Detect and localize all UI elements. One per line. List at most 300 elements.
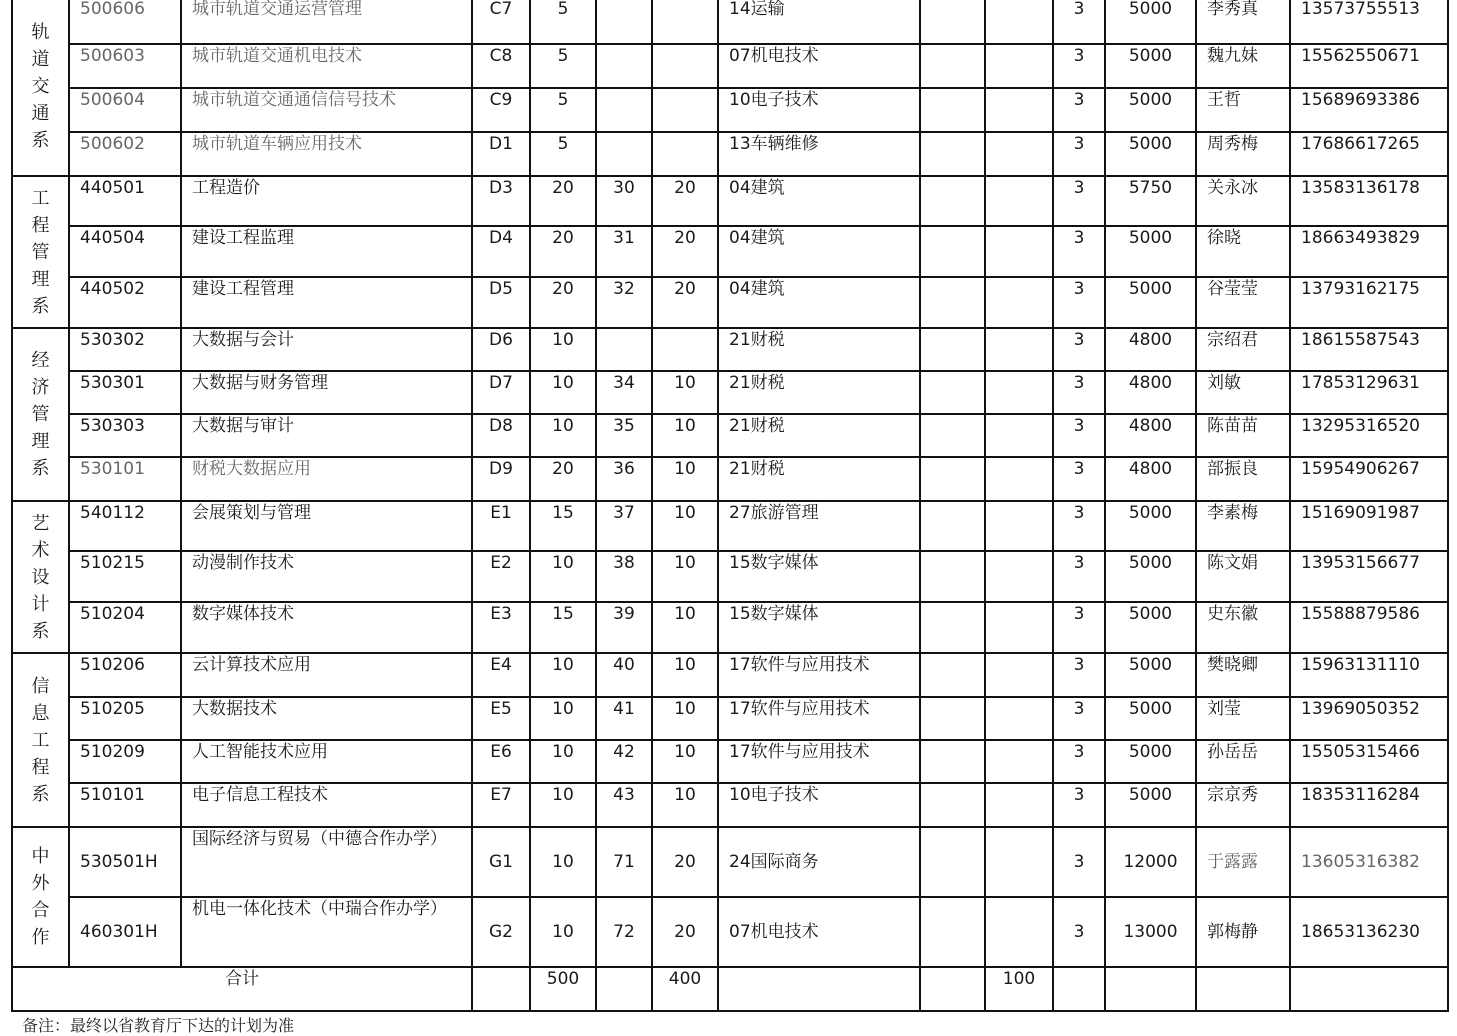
n1-cell: 15	[530, 501, 596, 551]
table-row	[12, 602, 1448, 653]
major-cell: 大数据与审计	[181, 414, 472, 457]
n3-cell: 20	[652, 277, 718, 328]
e1-cell	[920, 501, 985, 551]
cat-cell: 07机电技术	[718, 44, 920, 88]
n1-cell: 10	[530, 551, 596, 602]
code-cell: 500606	[69, 0, 181, 44]
e2-cell	[985, 371, 1053, 414]
total-empty	[1196, 967, 1290, 1011]
e1-cell	[920, 697, 985, 740]
n3-cell: 20	[652, 897, 718, 967]
major-cell: 城市轨道车辆应用技术	[181, 132, 472, 176]
contact-cell: 部振良	[1196, 457, 1290, 501]
contact-cell: 谷莹莹	[1196, 277, 1290, 328]
major-cell: 机电一体化技术（中瑞合作办学）	[181, 897, 472, 967]
n2-cell	[596, 44, 652, 88]
table-row	[12, 328, 1448, 371]
years-cell: 3	[1053, 602, 1105, 653]
e2-cell	[985, 551, 1053, 602]
fee-cell: 4800	[1105, 457, 1196, 501]
major-cell: 人工智能技术应用	[181, 740, 472, 783]
e2-cell	[985, 897, 1053, 967]
table-row	[12, 783, 1448, 827]
years-cell: 3	[1053, 740, 1105, 783]
contact-cell: 王哲	[1196, 88, 1290, 132]
fee-cell: 5000	[1105, 132, 1196, 176]
code2-cell: D7	[472, 371, 530, 414]
code2-cell: G1	[472, 827, 530, 897]
n1-cell: 5	[530, 44, 596, 88]
years-cell: 3	[1053, 501, 1105, 551]
cat-cell: 24国际商务	[718, 827, 920, 897]
fee-cell: 5000	[1105, 226, 1196, 277]
total-row	[12, 967, 1448, 1011]
fee-cell: 5000	[1105, 88, 1196, 132]
major-cell: 城市轨道交通机电技术	[181, 44, 472, 88]
cat-cell: 15数字媒体	[718, 551, 920, 602]
fee-cell: 5000	[1105, 740, 1196, 783]
n1-cell: 10	[530, 740, 596, 783]
code2-cell: E2	[472, 551, 530, 602]
fee-cell: 5000	[1105, 697, 1196, 740]
n2-cell: 32	[596, 277, 652, 328]
cat-cell: 13车辆维修	[718, 132, 920, 176]
code2-cell: D5	[472, 277, 530, 328]
n2-cell: 34	[596, 371, 652, 414]
n1-cell: 5	[530, 132, 596, 176]
contact-cell: 于露露	[1196, 827, 1290, 897]
cat-cell: 10电子技术	[718, 783, 920, 827]
dept-cell: 经 济 管 理 系	[12, 328, 69, 501]
code2-cell: D9	[472, 457, 530, 501]
e2-cell	[985, 457, 1053, 501]
cat-cell: 21财税	[718, 414, 920, 457]
phone-cell: 13295316520	[1290, 414, 1448, 457]
n1-cell: 10	[530, 697, 596, 740]
code2-cell: D6	[472, 328, 530, 371]
n1-cell: 10	[530, 653, 596, 697]
n1-cell: 5	[530, 88, 596, 132]
fee-cell: 4800	[1105, 371, 1196, 414]
e1-cell	[920, 176, 985, 226]
fee-cell: 5000	[1105, 0, 1196, 44]
e2-cell	[985, 132, 1053, 176]
code2-cell: D1	[472, 132, 530, 176]
n2-cell: 41	[596, 697, 652, 740]
years-cell: 3	[1053, 88, 1105, 132]
contact-cell: 刘莹	[1196, 697, 1290, 740]
dept-cell: 艺 术 设 计 系	[12, 501, 69, 653]
e2-cell	[985, 277, 1053, 328]
code2-cell: D8	[472, 414, 530, 457]
phone-cell: 13969050352	[1290, 697, 1448, 740]
contact-cell: 李素梅	[1196, 501, 1290, 551]
fee-cell: 5000	[1105, 501, 1196, 551]
phone-cell: 18653136230	[1290, 897, 1448, 967]
cat-cell: 04建筑	[718, 176, 920, 226]
code-cell: 540112	[69, 501, 181, 551]
e1-cell	[920, 602, 985, 653]
phone-cell: 15689693386	[1290, 88, 1448, 132]
code-cell: 460301H	[69, 897, 181, 967]
code2-cell: E7	[472, 783, 530, 827]
e2-cell	[985, 653, 1053, 697]
phone-cell: 13953156677	[1290, 551, 1448, 602]
major-cell: 电子信息工程技术	[181, 783, 472, 827]
code-cell: 500602	[69, 132, 181, 176]
e2-cell	[985, 44, 1053, 88]
cat-cell: 10电子技术	[718, 88, 920, 132]
code-cell: 510101	[69, 783, 181, 827]
years-cell: 3	[1053, 827, 1105, 897]
cat-cell: 04建筑	[718, 277, 920, 328]
cat-cell: 04建筑	[718, 226, 920, 277]
fee-cell: 4800	[1105, 414, 1196, 457]
contact-cell: 魏九妹	[1196, 44, 1290, 88]
major-cell: 大数据技术	[181, 697, 472, 740]
e2-cell	[985, 176, 1053, 226]
code-cell: 500603	[69, 44, 181, 88]
total-empty	[1290, 967, 1448, 1011]
code2-cell: E1	[472, 501, 530, 551]
major-cell: 国际经济与贸易（中德合作办学）	[181, 827, 472, 897]
years-cell: 3	[1053, 277, 1105, 328]
n3-cell: 10	[652, 414, 718, 457]
phone-cell: 17686617265	[1290, 132, 1448, 176]
e1-cell	[920, 371, 985, 414]
contact-cell: 史东徽	[1196, 602, 1290, 653]
code2-cell: E6	[472, 740, 530, 783]
e2-cell	[985, 328, 1053, 371]
fee-cell: 12000	[1105, 827, 1196, 897]
n3-cell: 10	[652, 501, 718, 551]
fee-cell: 13000	[1105, 897, 1196, 967]
e1-cell	[920, 88, 985, 132]
n1-cell: 20	[530, 176, 596, 226]
years-cell: 3	[1053, 783, 1105, 827]
code2-cell: G2	[472, 897, 530, 967]
n3-cell	[652, 88, 718, 132]
years-cell: 3	[1053, 457, 1105, 501]
total-empty	[596, 967, 652, 1011]
e1-cell	[920, 653, 985, 697]
contact-cell: 郭梅静	[1196, 897, 1290, 967]
cat-cell: 21财税	[718, 457, 920, 501]
total-n1: 500	[530, 967, 596, 1011]
code2-cell: E4	[472, 653, 530, 697]
table-row	[12, 551, 1448, 602]
code2-cell: D3	[472, 176, 530, 226]
table-row	[12, 226, 1448, 277]
phone-cell: 18353116284	[1290, 783, 1448, 827]
table-row	[12, 501, 1448, 551]
total-e2: 100	[985, 967, 1053, 1011]
n2-cell: 38	[596, 551, 652, 602]
cat-cell: 07机电技术	[718, 897, 920, 967]
fee-cell: 5000	[1105, 602, 1196, 653]
e1-cell	[920, 414, 985, 457]
n3-cell	[652, 0, 718, 44]
n2-cell: 35	[596, 414, 652, 457]
total-empty	[718, 967, 920, 1011]
total-empty	[1105, 967, 1196, 1011]
code-cell: 440504	[69, 226, 181, 277]
major-cell: 大数据与会计	[181, 328, 472, 371]
phone-cell: 15562550671	[1290, 44, 1448, 88]
table-row	[12, 457, 1448, 501]
years-cell: 3	[1053, 551, 1105, 602]
total-empty	[1053, 967, 1105, 1011]
dept-cell: 信 息 工 程 系	[12, 653, 69, 827]
n1-cell: 10	[530, 371, 596, 414]
e1-cell	[920, 783, 985, 827]
fee-cell: 4800	[1105, 328, 1196, 371]
contact-cell: 陈文娟	[1196, 551, 1290, 602]
e2-cell	[985, 827, 1053, 897]
n3-cell	[652, 328, 718, 371]
code-cell: 510215	[69, 551, 181, 602]
code2-cell: E5	[472, 697, 530, 740]
code2-cell: D4	[472, 226, 530, 277]
n3-cell	[652, 44, 718, 88]
table-row	[12, 827, 1448, 897]
n1-cell: 10	[530, 414, 596, 457]
phone-cell: 15505315466	[1290, 740, 1448, 783]
e1-cell	[920, 226, 985, 277]
phone-cell: 13605316382	[1290, 827, 1448, 897]
major-cell: 财税大数据应用	[181, 457, 472, 501]
fee-cell: 5750	[1105, 176, 1196, 226]
n3-cell: 10	[652, 653, 718, 697]
n3-cell: 20	[652, 226, 718, 277]
n1-cell: 10	[530, 328, 596, 371]
major-cell: 动漫制作技术	[181, 551, 472, 602]
n2-cell: 39	[596, 602, 652, 653]
cat-cell: 15数字媒体	[718, 602, 920, 653]
phone-cell: 18615587543	[1290, 328, 1448, 371]
table-row	[12, 371, 1448, 414]
code-cell: 510204	[69, 602, 181, 653]
n3-cell: 10	[652, 697, 718, 740]
table-row	[12, 132, 1448, 176]
e1-cell	[920, 897, 985, 967]
code-cell: 500604	[69, 88, 181, 132]
e1-cell	[920, 457, 985, 501]
table-row	[12, 44, 1448, 88]
e1-cell	[920, 551, 985, 602]
e2-cell	[985, 740, 1053, 783]
n2-cell: 37	[596, 501, 652, 551]
table-row	[12, 414, 1448, 457]
phone-cell: 15588879586	[1290, 602, 1448, 653]
years-cell: 3	[1053, 697, 1105, 740]
years-cell: 3	[1053, 371, 1105, 414]
code-cell: 440501	[69, 176, 181, 226]
phone-cell: 15954906267	[1290, 457, 1448, 501]
years-cell: 3	[1053, 176, 1105, 226]
code-cell: 530303	[69, 414, 181, 457]
years-cell: 3	[1053, 328, 1105, 371]
code-cell: 510206	[69, 653, 181, 697]
n3-cell: 10	[652, 457, 718, 501]
phone-cell: 15169091987	[1290, 501, 1448, 551]
code2-cell: C9	[472, 88, 530, 132]
fee-cell: 5000	[1105, 783, 1196, 827]
phone-cell: 13583136178	[1290, 176, 1448, 226]
phone-cell: 18663493829	[1290, 226, 1448, 277]
n3-cell	[652, 132, 718, 176]
cat-cell: 17软件与应用技术	[718, 697, 920, 740]
years-cell: 3	[1053, 132, 1105, 176]
fee-cell: 5000	[1105, 277, 1196, 328]
contact-cell: 周秀梅	[1196, 132, 1290, 176]
dept-cell: 中 外 合 作	[12, 827, 69, 967]
major-cell: 工程造价	[181, 176, 472, 226]
cat-cell: 17软件与应用技术	[718, 653, 920, 697]
e1-cell	[920, 132, 985, 176]
n1-cell: 5	[530, 0, 596, 44]
phone-cell: 15963131110	[1290, 653, 1448, 697]
e2-cell	[985, 414, 1053, 457]
e1-cell	[920, 740, 985, 783]
table-row	[12, 277, 1448, 328]
table-row	[12, 0, 1448, 44]
n3-cell: 10	[652, 602, 718, 653]
years-cell: 3	[1053, 226, 1105, 277]
contact-cell: 李秀真	[1196, 0, 1290, 44]
code2-cell: C8	[472, 44, 530, 88]
table-row	[12, 740, 1448, 783]
phone-cell: 13793162175	[1290, 277, 1448, 328]
years-cell: 3	[1053, 414, 1105, 457]
n2-cell: 31	[596, 226, 652, 277]
e2-cell	[985, 697, 1053, 740]
contact-cell: 宗京秀	[1196, 783, 1290, 827]
e2-cell	[985, 501, 1053, 551]
fee-cell: 5000	[1105, 551, 1196, 602]
table-row	[12, 176, 1448, 226]
e1-cell	[920, 328, 985, 371]
years-cell: 3	[1053, 653, 1105, 697]
fee-cell: 5000	[1105, 653, 1196, 697]
fee-cell: 5000	[1105, 44, 1196, 88]
n2-cell	[596, 328, 652, 371]
n2-cell: 30	[596, 176, 652, 226]
total-n3: 400	[652, 967, 718, 1011]
n3-cell: 10	[652, 740, 718, 783]
dept-cell: 工 程 管 理 系	[12, 176, 69, 328]
contact-cell: 宗绍君	[1196, 328, 1290, 371]
contact-cell: 关永冰	[1196, 176, 1290, 226]
n2-cell: 40	[596, 653, 652, 697]
code-cell: 530301	[69, 371, 181, 414]
code-cell: 530501H	[69, 827, 181, 897]
n2-cell	[596, 88, 652, 132]
table-row	[12, 653, 1448, 697]
n1-cell: 15	[530, 602, 596, 653]
major-cell: 云计算技术应用	[181, 653, 472, 697]
n1-cell: 20	[530, 277, 596, 328]
n3-cell: 10	[652, 551, 718, 602]
n2-cell: 71	[596, 827, 652, 897]
table-row	[12, 88, 1448, 132]
major-cell: 数字媒体技术	[181, 602, 472, 653]
major-cell: 城市轨道交通运营管理	[181, 0, 472, 44]
e2-cell	[985, 88, 1053, 132]
table-row	[12, 897, 1448, 967]
n2-cell	[596, 132, 652, 176]
contact-cell: 孙岳岳	[1196, 740, 1290, 783]
code2-cell: E3	[472, 602, 530, 653]
e2-cell	[985, 783, 1053, 827]
major-cell: 建设工程监理	[181, 226, 472, 277]
major-cell: 会展策划与管理	[181, 501, 472, 551]
e1-cell	[920, 277, 985, 328]
n3-cell: 20	[652, 827, 718, 897]
code-cell: 510205	[69, 697, 181, 740]
n2-cell: 43	[596, 783, 652, 827]
n3-cell: 10	[652, 371, 718, 414]
code-cell: 530302	[69, 328, 181, 371]
cat-cell: 14运输	[718, 0, 920, 44]
n3-cell: 10	[652, 783, 718, 827]
e2-cell	[985, 0, 1053, 44]
n1-cell: 10	[530, 897, 596, 967]
code-cell: 530101	[69, 457, 181, 501]
cat-cell: 21财税	[718, 328, 920, 371]
e2-cell	[985, 226, 1053, 277]
dept-cell: 轨 道 交 通 系	[12, 0, 69, 176]
n1-cell: 20	[530, 457, 596, 501]
years-cell: 3	[1053, 0, 1105, 44]
major-cell: 大数据与财务管理	[181, 371, 472, 414]
total-label: 合计	[12, 967, 472, 1011]
years-cell: 3	[1053, 897, 1105, 967]
cat-cell: 27旅游管理	[718, 501, 920, 551]
enrollment-plan-table	[11, 0, 1449, 1012]
n1-cell: 20	[530, 226, 596, 277]
phone-cell: 17853129631	[1290, 371, 1448, 414]
contact-cell: 樊晓卿	[1196, 653, 1290, 697]
n1-cell: 10	[530, 783, 596, 827]
e1-cell	[920, 44, 985, 88]
e1-cell	[920, 0, 985, 44]
total-empty	[472, 967, 530, 1011]
e1-cell	[920, 827, 985, 897]
cat-cell: 17软件与应用技术	[718, 740, 920, 783]
major-cell: 城市轨道交通通信信号技术	[181, 88, 472, 132]
total-empty	[920, 967, 985, 1011]
phone-cell: 13573755513	[1290, 0, 1448, 44]
n2-cell: 72	[596, 897, 652, 967]
cat-cell: 21财税	[718, 371, 920, 414]
n2-cell	[596, 0, 652, 44]
n3-cell: 20	[652, 176, 718, 226]
n2-cell: 42	[596, 740, 652, 783]
code-cell: 440502	[69, 277, 181, 328]
n1-cell: 10	[530, 827, 596, 897]
contact-cell: 刘敏	[1196, 371, 1290, 414]
footnote: 备注：最终以省教育厅下达的计划为准	[22, 1016, 295, 1035]
years-cell: 3	[1053, 44, 1105, 88]
code-cell: 510209	[69, 740, 181, 783]
contact-cell: 陈苗苗	[1196, 414, 1290, 457]
major-cell: 建设工程管理	[181, 277, 472, 328]
code2-cell: C7	[472, 0, 530, 44]
n2-cell: 36	[596, 457, 652, 501]
e2-cell	[985, 602, 1053, 653]
table-row	[12, 697, 1448, 740]
